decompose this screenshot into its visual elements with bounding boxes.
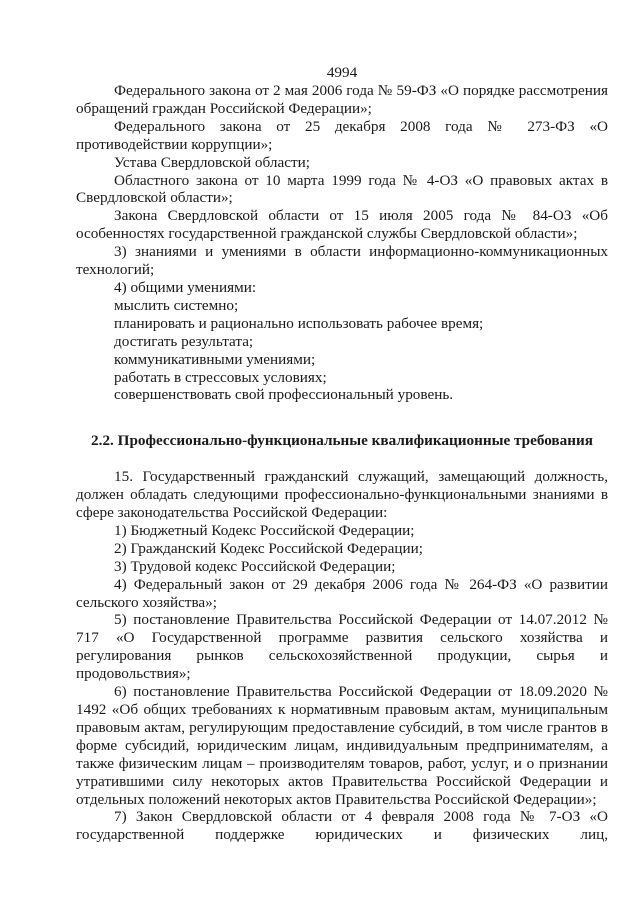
paragraph: 5) постановление Правительства Российской Федерации от 14.07.2012 № 717 «О Государственной программе развития сельского хозяйства и регулирования рынков сельскохозяйственной продукции, сырья и продовольствия»; <box>76 611 608 683</box>
paragraph: достигать результата; <box>114 332 254 350</box>
paragraph: совершенствовать свой профессиональный уровень. <box>114 386 454 404</box>
paragraph: Областного закона от 10 марта 1999 года № 4-ОЗ «О правовых актах в Свердловской области»; <box>76 171 608 207</box>
paragraph: Закона Свердловской области от 15 июля 2005 года № 84-ОЗ «Об особенностях государственной гражданской службы Свердловской области»; <box>76 207 608 243</box>
page-number: 4994 <box>326 64 358 81</box>
paragraph: 15. Государственный гражданский служащий, замещающий должность, должен обладать следующими профессионально-функциональными знаниями в сфере законодательства Российской Федерации: <box>76 468 608 522</box>
paragraph: 2) Гражданский Кодекс Российской Федерации; <box>114 539 423 557</box>
section-heading: 2.2. Профессионально-функциональные квалификационные требования <box>91 432 593 450</box>
paragraph: 7) Закон Свердловской области от 4 февраля 2008 года № 7-ОЗ «О государственной поддержке юридических и физических лиц, <box>76 808 608 844</box>
paragraph: планировать и рационально использовать рабочее время; <box>114 314 484 332</box>
document-page <box>76 0 608 844</box>
paragraph: Федерального закона от 2 мая 2006 года № 59-ФЗ «О порядке рассмотрения обращений граждан Российской Федерации»; <box>76 82 608 117</box>
paragraph: работать в стрессовых условиях; <box>114 368 327 386</box>
paragraph: Устава Свердловской области; <box>114 153 310 171</box>
paragraph: 3) знаниями и умениями в области информационно-коммуникационных технологий; <box>76 243 608 279</box>
paragraph: 3) Трудовой кодекс Российской Федерации; <box>114 557 396 575</box>
paragraph: 4) Федеральный закон от 29 декабря 2006 года № 264-ФЗ «О развитии сельского хозяйства»; <box>76 575 608 611</box>
requirements-list <box>76 82 608 404</box>
paragraph: Федерального закона от 25 декабря 2008 года № 273-ФЗ «О противодействии коррупции»; <box>76 117 608 153</box>
paragraph: мыслить системно; <box>114 296 239 314</box>
paragraph: 6) постановление Правительства Российской Федерации от 18.09.2020 № 1492 «Об общих требованиях к нормативным правовым актам, муниципальным правовым актам, регулирующим предоставление субсидий, в том числе грантов в форме субсидий, юридическим лицам, индивидуальным предпринимателям, а также физическим лицам – производителям товаров, работ, услуг, и о признании утратившими силу некоторых актов Правительства Российской Федерации и отдельных положений некоторых актов Правительства Российской Федерации»; <box>76 683 608 808</box>
knowledge-list <box>76 468 608 844</box>
paragraph: 1) Бюджетный Кодекс Российской Федерации; <box>114 521 415 539</box>
paragraph: 4) общими умениями: <box>114 278 257 296</box>
paragraph: коммуникативными умениями; <box>114 350 316 368</box>
